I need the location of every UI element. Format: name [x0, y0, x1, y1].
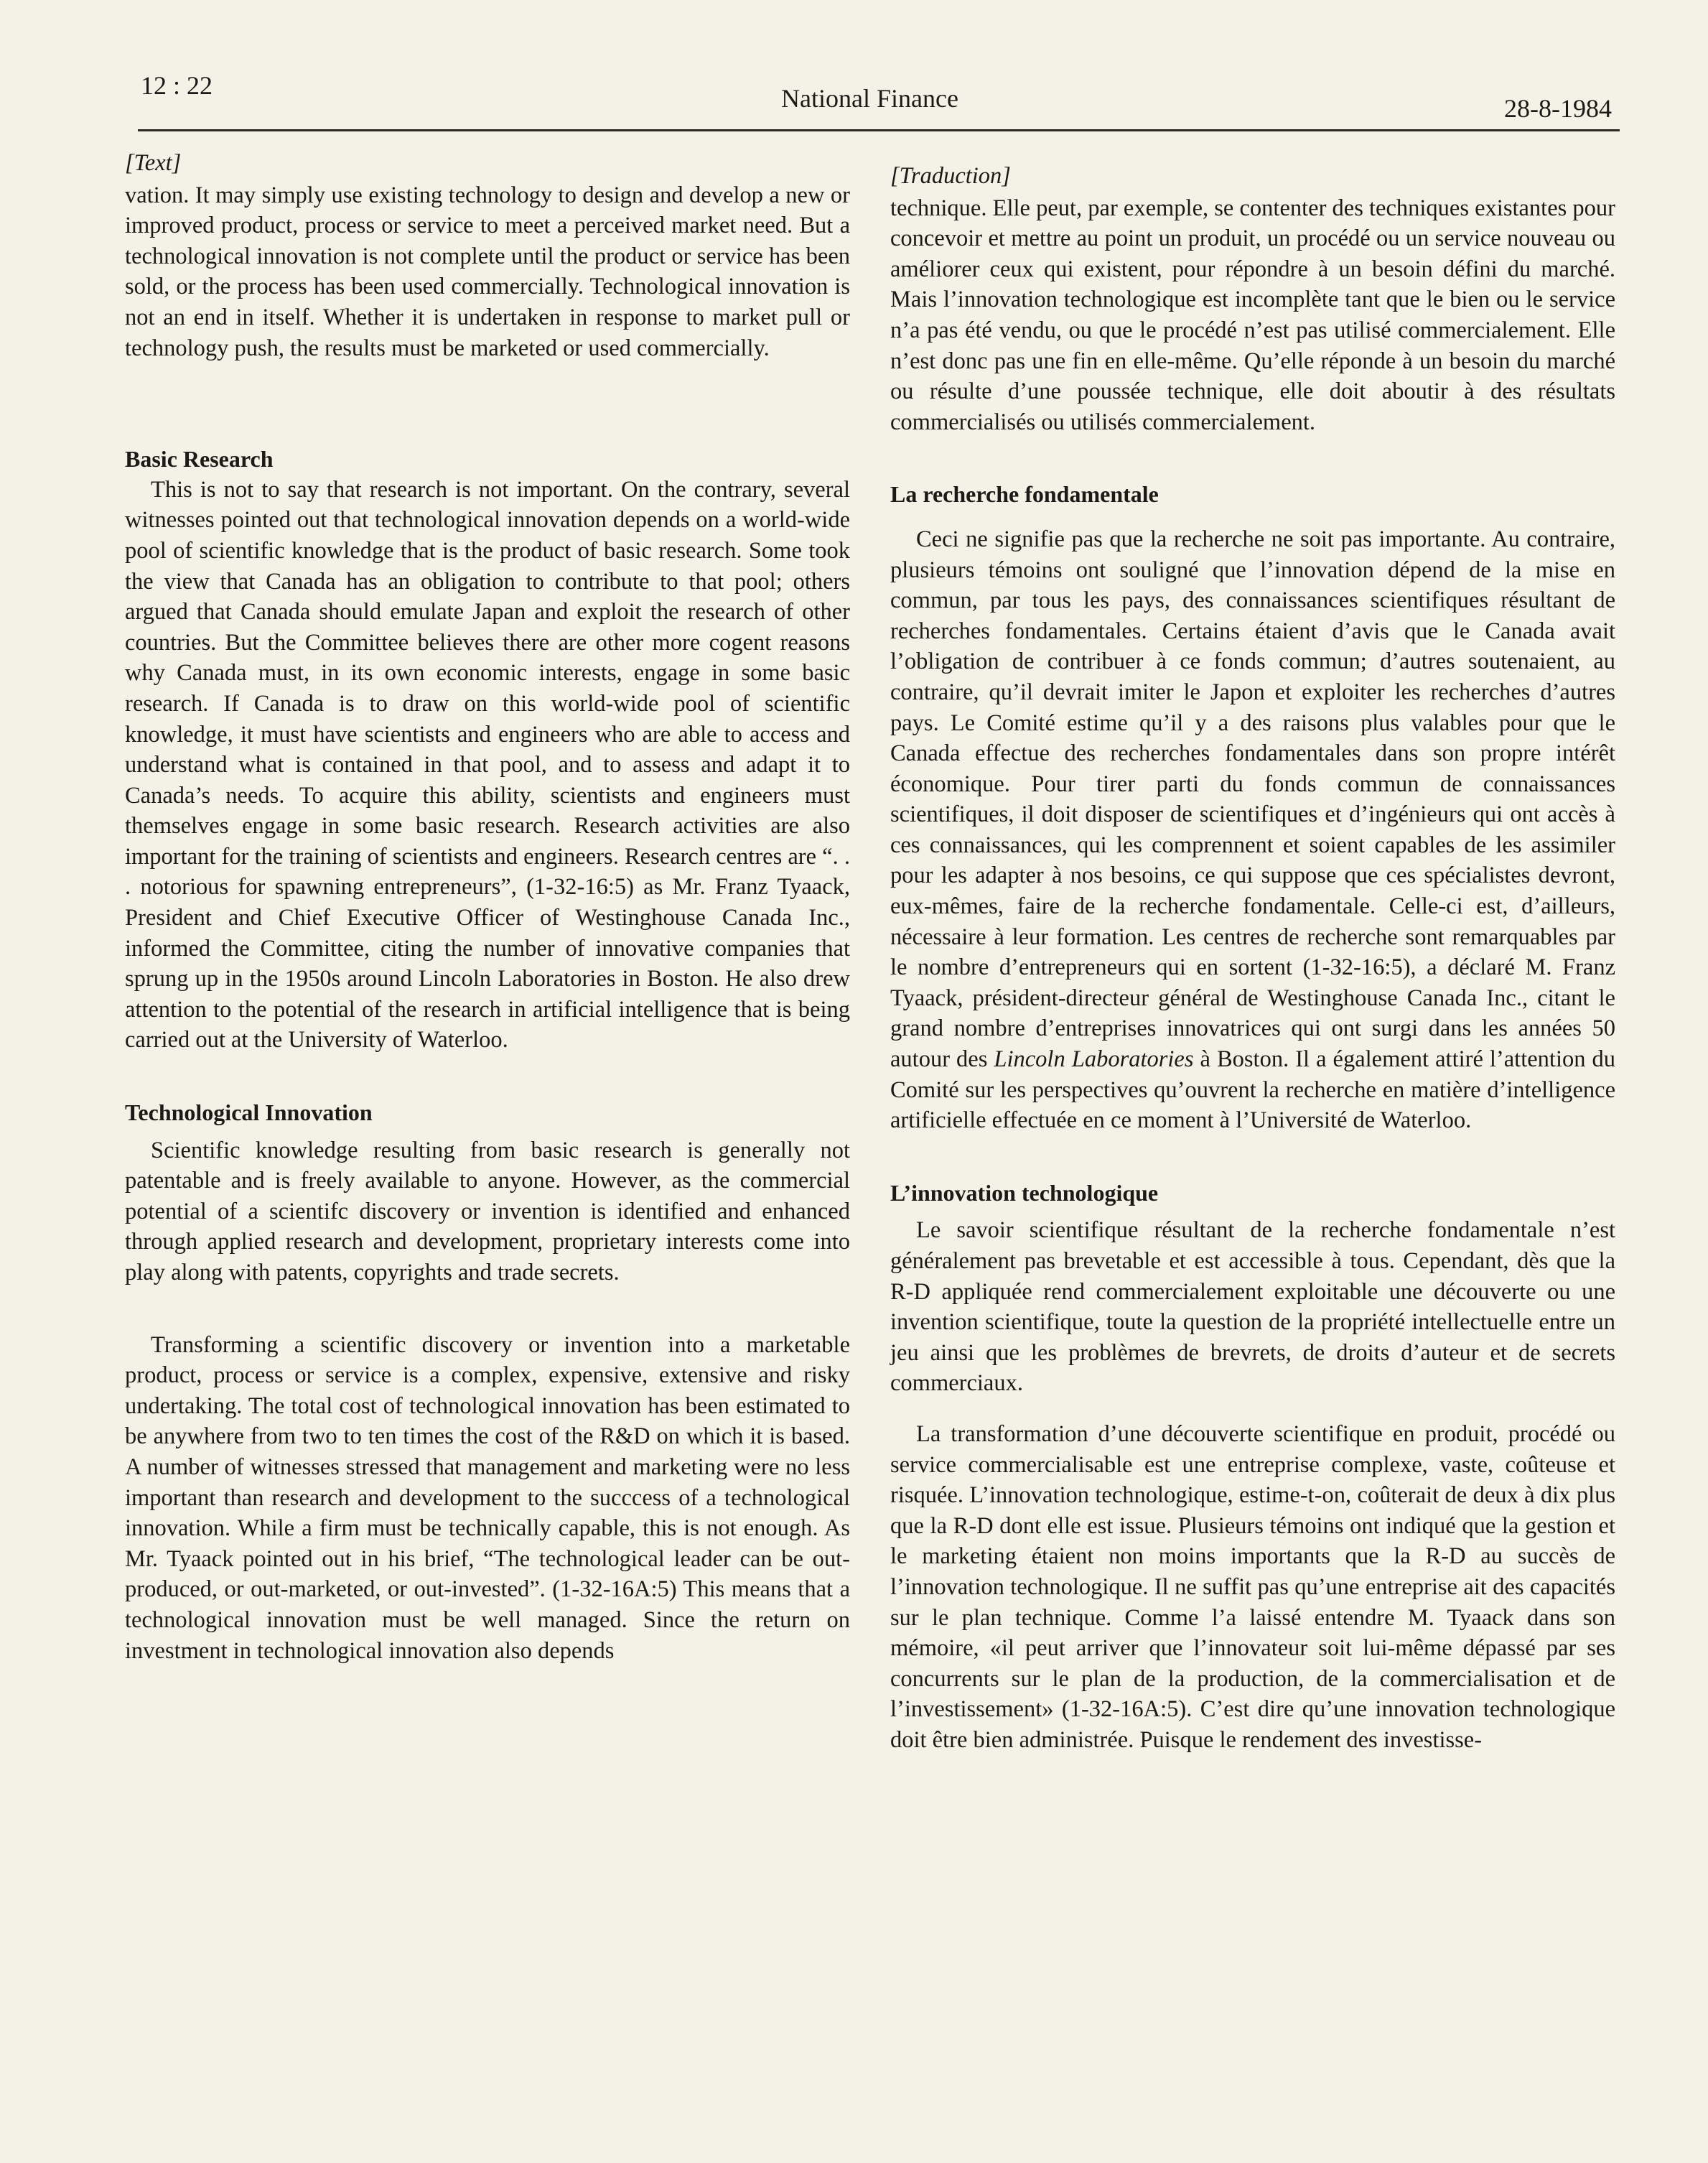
traduction-tag: [Traduction]: [890, 163, 1011, 189]
heading-recherche-fondamentale: La recherche fondamentale: [890, 481, 1159, 508]
english-column: [125, 148, 850, 1666]
french-column: [890, 161, 1615, 1756]
french-paragraph-2-start: Ceci ne signifie pas que la recherche ne soit pas importante. Au contraire, plusieurs témoins ont souligné que l’innovation dépend de la mise en commun, par tous les pays, des connaissances scientifiques résultant de recherches fondamentales. Certains étaient d’avis que le Canada avait l’obligation de contribuer à ce fonds commun; d’autres soutenaient, au contraire, qu’il devrait imiter le Japon et exploiter les recherches d’autres pays. Le Comité estime qu’il y a des raisons plus valables pour que le Canada effectue des recherches fondamentales dans son propre intérêt économique. Pour tirer parti du fonds commun de connaissances scientifiques, il doit disposer de scientifiques et d’ingénieurs qui ont accès à ces connaissances, qui les comprennent et soient capables de les assimiler pour les adapter à nos besoins, ce qui suppose que ces spécialistes devront, eux-mêmes, faire de la recherche fondamentale. Celle-ci est, d’ailleurs, nécessaire à leur formation. Les centres de recherche sont remarquables par le nombre d’entrepreneurs qui en sortent (1-32-16:5), a déclaré M. Franz Tyaack, président-directeur général de Westinghouse Canada Inc., citant le grand nombre d’entreprises innovatrices qui ont surgi dans les années 50 autour des: [890, 526, 1615, 1073]
publication-title: National Finance: [781, 84, 958, 113]
page-header: [0, 0, 1708, 144]
issue-date: 28-8-1984: [1504, 94, 1612, 123]
heading-innovation-technologique: L’innovation technologique: [890, 1179, 1159, 1206]
heading-basic-research: Basic Research: [125, 446, 274, 473]
french-paragraph-3: Le savoir scientifique résultant de la recherche fondamentale n’est généralement pas brevetable et est accessible à tous. Cependant, dès que la R-D appliquée rend commercialement exploitable une découverte ou une invention scientifique, toute la question de la propriété intellectuelle entre un jeu ainsi que les problèmes de brevrets, de droits d’auteur et de secrets commerciaux.: [890, 1217, 1615, 1397]
french-paragraph-2: [890, 524, 1615, 1136]
lincoln-laboratories-italic: Lincoln Laboratories: [994, 1046, 1194, 1073]
english-paragraph-2: This is not to say that research is not important. On the contrary, several witnesses pointed out that technological innovation depends on a world-wide pool of scientific knowledge that is the product of basic research. Some took the view that Canada has an obligation to contribute to that pool; others argued that Canada should emulate Japan and exploit the research of other countries. But the Committee believes there are other more cogent reasons why Canada must, in its own economic interests, engage in some basic research. If Canada is to draw on this world-wide pool of scientific knowledge, it must have scientists and engineers who are able to access and understand what is contained in that pool, and to assess and adapt it to Canada’s needs. To acquire this ability, scientists and engineers must themselves engage in some basic research. Research activities are also important for the training of scientists and engineers. Research centres are “. . . notorious for spawning entrepreneurs”, (1-32-16:5) as Mr. Franz Tyaack, President and Chief Executive Officer of Westinghouse Canada Inc., informed the Committee, citing the number of innovative companies that sprung up in the 1950s around Lincoln Laboratories in Boston. He also drew attention to the potential of the research in artificial intelligence that is being carried out at the University of Waterloo.: [125, 476, 850, 1053]
text-tag: [Text]: [125, 150, 182, 176]
english-paragraph-4: Transforming a scientific discovery or invention into a marketable product, process or service is a complex, expensive, extensive and risky undertaking. The total cost of technological innovation has been estimated to be anywhere from two to ten times the cost of the R&D on which it is based. A number of witnesses stressed that management and marketing were no less important than research and development to the succcess of a technological innovation. While a firm must be technically capable, this is not enough. As Mr. Tyaack pointed out in his brief, “The technological leader can be out-produced, or out-marketed, or out-invested”. (1-32-16A:5) This means that a technological innovation must be well managed. Since the return on investment in technological innovation also depends: [125, 1331, 850, 1664]
english-paragraph-1: vation. It may simply use existing technology to design and develop a new or improved product, process or service to meet a perceived market need. But a technological innovation is not complete until the product or service has been sold, or the process has been used commercially. Technological innovation is not an end in itself. Whether it is undertaken in response to market pull or technology push, the results must be marketed or used commercially.: [125, 182, 850, 361]
english-paragraph-3: Scientific knowledge resulting from basic research is generally not patentable and is freely available to anyone. However, as the commercial potential of a scientifc discovery or invention is identified and enhanced through applied research and development, proprietary interests come into play along with patents, copyrights and trade secrets.: [125, 1137, 850, 1285]
french-paragraph-4: La transformation d’une découverte scientifique en produit, procédé ou service commercialisable est une entreprise complexe, vaste, coûteuse et risquée. L’innovation technologique, estime-t-on, coûterait de deux à dix plus que la R-D dont elle est issue. Plusieurs témoins ont indiqué que la gestion et le marketing étaient non moins importants que la R-D au succès de l’innovation technologique. Il ne suffit pas qu’une entreprise ait des capacités sur le plan technique. Comme l’a laissé entendre M. Tyaack dans son mémoire, «il peut arriver que l’innovateur soit lui-même dépassé par ses concurrents sur le plan de la production, de la commercialisation et de l’investissement» (1-32-16A:5). C’est dire qu’une innovation technologique doit être bien administrée. Puisque le rendement des investisse-: [890, 1420, 1615, 1753]
page-number: 12 : 22: [141, 71, 213, 100]
french-paragraph-1: technique. Elle peut, par exemple, se contenter des techniques existantes pour concevoir et mettre au point un produit, un procédé ou un service nouveau ou améliorer ceux qui existent, pour répondre à un besoin défini du marché. Mais l’innovation technologique est incomplète tant que le bien ou le service n’a pas été vendu, ou que le procédé n’est pas utilisé commercialement. Elle n’est donc pas une fin en elle-même. Qu’elle réponde à un besoin du marché ou résulte d’une poussée technique, elle doit aboutir à des résultats commercialisés ou utilisés commercialement.: [890, 195, 1615, 435]
heading-technological-innovation: Technological Innovation: [125, 1099, 373, 1126]
header-rule: [138, 129, 1620, 131]
french-paragraph-2-end: à Boston. Il a également attiré l’attention du Comité sur les perspectives qu’ouvrent la recherche en matière d’intelligence artificielle effectuée en ce moment à l’Université de Waterloo.: [890, 1046, 1615, 1134]
